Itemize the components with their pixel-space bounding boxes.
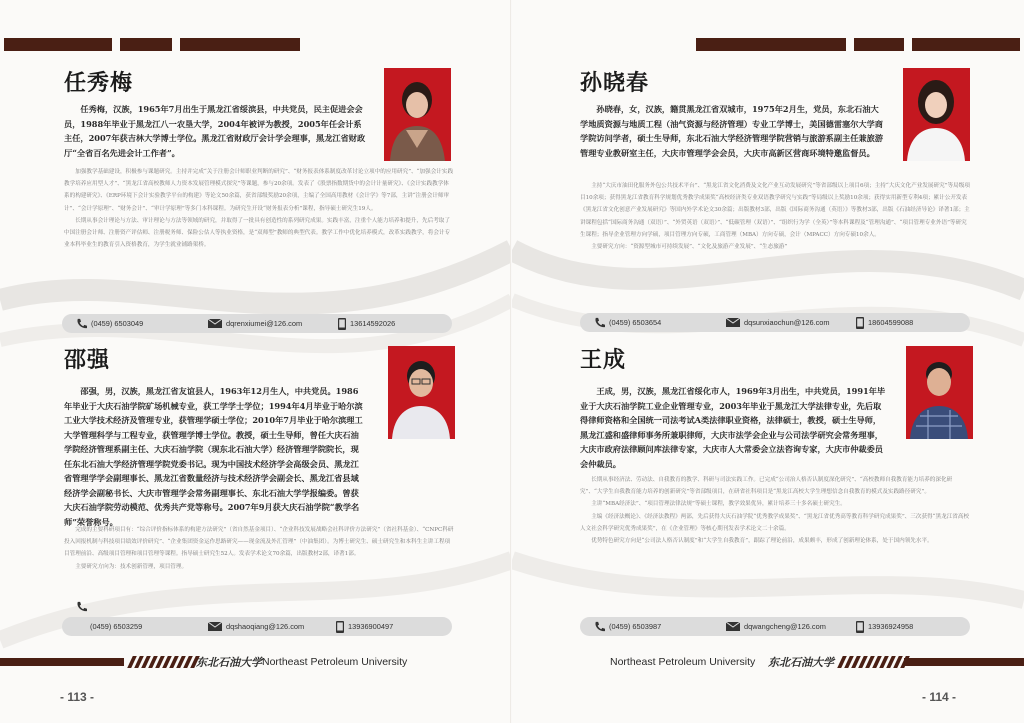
mobile-contact — [856, 317, 913, 329]
mobile-icon — [336, 621, 344, 633]
footer-bar — [0, 658, 124, 666]
mobile-contact — [336, 621, 393, 633]
research-paragraph: 主要研究方向：“资源型城市可持续发展”、“文化及旅游产业发展”、“生态旅游” — [591, 244, 788, 251]
phone-number: (0459) 6503259 — [90, 622, 143, 631]
phone-contact — [594, 317, 661, 328]
profile-name: 王成 — [580, 348, 627, 373]
portrait-photo — [384, 68, 451, 161]
portrait-photo — [388, 346, 455, 439]
email-contact — [208, 319, 302, 328]
research-section — [64, 166, 454, 251]
research-paragraph: 长期从事经济法、劳动法、自我教育的教学、科研与司法实践工作。已完成“公司治人格否认制度深化研究”、“高校教师自我教育能力培养的深化研究”、“大学生自我教育能力培养的创新研究”等省部级项目，在研省社科项目是“黑龙江高校大学生理想信念自我教育的模式及实践路径研究”。 — [580, 477, 953, 496]
email-contact — [726, 318, 830, 327]
contact-bar — [580, 313, 970, 332]
page-number: - 114 - — [922, 690, 957, 704]
footer-stripes — [130, 656, 197, 668]
email-icon — [726, 622, 740, 631]
research-section — [580, 180, 970, 253]
phone-contact — [76, 318, 143, 329]
email-icon — [726, 318, 740, 327]
profile-bio: 任秀梅，汉族，1965年7月出生于黑龙江省绥滨县，中共党员，民主促进会会员，1988年毕业于黑龙江八一农垦大学，2004年被评为教授，2005年任会计系主任，2007年获吉林大学博士学位。黑龙江省财政厅会计学会理事，黑龙江省财政厅“全省百名先进会计工作者”。 — [64, 104, 366, 158]
phone-number: (0459) 6503049 — [91, 319, 144, 328]
profile-name: 孙晓春 — [580, 71, 650, 96]
university-logo: 东北石油大学 — [196, 656, 262, 669]
research-paragraph: 主讲“MBA经济法”、“项目管理法律法规”等硕士课程，教学效果优异，累计培养三十多名硕士研究生。 — [591, 501, 846, 508]
page-number: - 113 - — [60, 690, 95, 704]
university-logo: 东北石油大学 — [768, 656, 834, 669]
university-name: Northeast Petroleum University — [262, 656, 408, 668]
phone-icon — [76, 601, 87, 612]
footer-bar — [904, 658, 1024, 666]
phone-contact — [594, 621, 661, 632]
phone-number: (0459) 6503987 — [609, 622, 662, 631]
phone-contact — [90, 622, 142, 631]
phone-icon — [76, 318, 87, 329]
email-address[interactable]: dqwangcheng@126.com — [744, 622, 826, 631]
top-decoration-bars — [696, 38, 1020, 51]
profile-bio: 邵强，男，汉族，黑龙江省友谊县人，1963年12月生人，中共党员。1986年毕业于大庆石油学院矿场机械专业，获工学学士学位；1994年4月毕业于哈尔滨工业大学技术经济及管理专业，获管理学硕士学位；2010年7月毕业于哈尔滨理工大学管理科学与工程专业，获管理学博士学位。教授，硕士生导师，曾任大庆石油学院经济管理系副主任、大庆石油学院（现东北石油大学）经济管理学院院长，现任东北石油大学经济管理学院党委书记。现为中国技术经济学会高级会员、黑龙江省管理学学会副理事长、黑龙江省数量经济与技术经济学会副会长、黑龙江省县域经济学会副秘书长、大庆市管理学会常务副理事长、东北石油大学学报编委。曾获大庆石油学院劳动模范、优秀共产党等称号。2007年9月获大庆石油学院“教学名师”荣誉称号。 — [64, 386, 363, 527]
phone-icon — [594, 317, 605, 328]
mobile-contact — [338, 318, 395, 330]
profile-name: 任秀梅 — [64, 71, 134, 96]
contact-bar — [62, 314, 452, 333]
email-contact — [208, 622, 304, 631]
email-address[interactable]: dqshaoqiang@126.com — [226, 622, 305, 631]
portrait-photo — [903, 68, 970, 161]
mobile-number: 13614592026 — [350, 319, 396, 328]
research-paragraph: 完成的主要科研项目有：“综合评价指标体系的构建方法研究”（省自然基金项目）、“企业科技发展战略会社科评价方法研究”（省社科基金）、“CNPC科研投入回报机制与科技项目绩效评价研究”、“企业集团资金运作思路研究——现金流及外汇管理”（中油集团）。为博士研究生、硕士研究生和本科生主讲工程项目管理前沿、高级项目管理和项目管理等课程。指导硕士研究生52人。发表学术论文70余篇，出版教材2部，译著1部。 — [64, 527, 454, 558]
research-section — [64, 524, 454, 573]
research-paragraph: 长期从事会计理论与方法、审计理论与方法等领域的研究，并取得了一批具有创造性的系列研究成果。实践丰富，注重个人能力培养和提升，先后考取了中国注册会计师、注册资产评估师、注册税务师、保险公估人等执业资格，是“双师型”教师的典型代表。教学工作中优化培养模式，改革实践教学，将会计专业本科毕业生的教育引入资格教育，为学生就业铺路架桥。 — [64, 217, 451, 249]
mobile-contact — [856, 621, 913, 633]
footer-stripes — [840, 656, 907, 668]
mobile-icon — [338, 318, 346, 330]
mobile-icon — [856, 621, 864, 633]
profile-name: 邵强 — [64, 348, 111, 373]
email-address[interactable]: dqsunxiaochun@126.com — [744, 318, 830, 327]
research-paragraph: 加强教学基础建设，积极参与课题研究。主持并完成“关于注册会计师职业判断的研究”、“财务报表体系制度改革讨论立项中的应用研究”、“加强会计实践教学培养应用型人才”、“黑龙江省高校教师人力资本发展管理模式探究”等课题，参与20余项。发表了《股票指数期货中的会计计量研究》、《会计实践教学体系的构建研究》、《ERP环境下会计实验教学平台的构建》等论文50余篇，获省部级奖励20余项，主编了全国高用教材《会计学》等7部，主讲“注册会计师审计”、“会计学原理”、“财务会计”、“审计学原理”等多门本科课程。为研究生开设“财务报表分析”课程，指导硕士研究生19人。 — [64, 169, 454, 212]
university-name: Northeast Petroleum University — [610, 656, 756, 668]
research-paragraph: 优势特色研究方向是“公司法人格否认制度”和“大学生自我教育”，跟踪了理论前沿，成果颇丰，形成了创新理论体系，处于国内领先水平。 — [591, 538, 933, 545]
profile-bio: 王成，男，汉族，黑龙江省绥化市人，1969年3月出生，中共党员，1991年毕业于大庆石油学院工业企业管理专业，2003年毕业于黑龙江大学法律专业，先后取得律师资格和全国统一司法考试A类法律职业资格，法律硕士，教授，硕士生导师，黑龙江盛和盛律师事务所兼职律师，大庆市法学会企业与公司法学研究会常务理事，大庆市政府法律顾问库法律专家，大庆市人大常委会立法咨询专家，大庆市仲裁委员会仲裁员。 — [580, 386, 886, 469]
mobile-number: 18604599088 — [868, 318, 914, 327]
profile-bio: 孙晓春，女，汉族，籍贯黑龙江省双城市，1975年2月生，党员，东北石油大学地质资源与地质工程（油气资源与经济管理）专业工学博士，美国德雷塞尔大学商学院访问学者，硕士生导师，东北石油大学经济管理学院营销与旅游系副主任兼旅游管理专业教研室主任，大庆市管理学会会员，大庆市高新区营商环境特邀监督员。 — [580, 104, 883, 158]
mobile-number: 13936924958 — [868, 622, 914, 631]
phone-number: (0459) 6503654 — [609, 318, 662, 327]
contact-bar — [62, 617, 452, 636]
top-decoration-bars — [4, 38, 300, 51]
phone-icon — [594, 621, 605, 632]
mobile-icon — [856, 317, 864, 329]
right-page — [512, 0, 1024, 723]
research-paragraph: 主要研究方向为：技术创新管理，项目管理。 — [75, 563, 188, 570]
contact-bar — [580, 617, 970, 636]
email-address[interactable]: dqrenxiumei@126.com — [226, 319, 303, 328]
research-paragraph: 主编《经济法概论》、《经济法教程》两部，先后获得大庆石油学院“优秀教学成果奖”、“黑龙江省优秀高等教育科学研究成果奖”、三次获得“黑龙江省高校人文社会科学研究优秀成果奖”，在《企业管理》等核心期刊发表学术论文二十余篇。 — [580, 513, 970, 532]
mobile-number: 13936900497 — [348, 622, 394, 631]
research-section — [580, 474, 970, 547]
research-paragraph: 主持“大庆市油田化服务外包公共技术平台”、“黑龙江省文化消费及文化产业互动发展研究”等省部级以上项目6项；主持“大庆文化产业发展研究”等局级项目10余项；获得黑龙江省教育科学规划优秀教学成果奖“高校经济类专业双语教学研究与实践”等局级以上奖励10余项；获得实用新型专利4项；累计公开发表《黑龙江省文化创意产业发展研究》等国内外学术论文30余篇；出版教材3部，出版《国际商务沟通（英语）》等教材3部，出版《石油经济导论》译著1部；主讲课程包括“国际商务沟通（双语）”、“外贸英语（双语）”、“低碳管理（双语）”、“组织行为学（全英）”等本科课程及“管理沟通”、“项目管理专业外语”等研究生课程；指导企业管理方向学硕，项目管理方向专硕，工商管理（MBA）方向专硕，会计（MPACC）方向专硕10余人。 — [580, 183, 970, 238]
email-icon — [208, 319, 222, 328]
email-contact — [726, 622, 826, 631]
portrait-photo — [906, 346, 973, 439]
email-icon — [208, 622, 222, 631]
